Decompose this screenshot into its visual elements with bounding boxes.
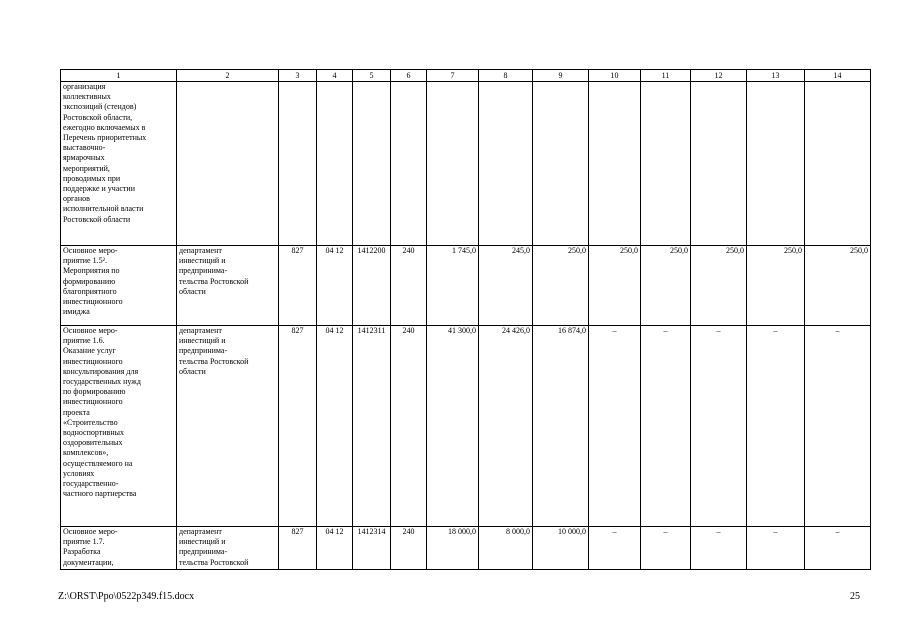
year-value-cell: – [747,326,805,527]
total-cell: 41 300,0 [427,326,479,527]
executor-cell [177,82,279,246]
col-header-14: 14 [805,70,871,82]
rzpr-cell: 04 12 [317,246,353,326]
col-header-10: 10 [589,70,641,82]
grbs-cell: 827 [279,527,317,570]
rzpr-cell [317,82,353,246]
table-row [61,82,871,246]
table-row [61,527,871,570]
table-row [61,326,871,527]
rzpr-cell: 04 12 [317,326,353,527]
col-header-7: 7 [427,70,479,82]
year-value-cell [747,82,805,246]
measure-name-cell: Основное меро- приятие 1.7. Разработка документации, [61,527,177,570]
col-header-8: 8 [479,70,533,82]
year-value-cell [805,82,871,246]
year-value-cell [479,82,533,246]
table-row [61,246,871,326]
year-value-cell: – [805,326,871,527]
year-value-cell [641,82,691,246]
measure-name-cell: Основное меро- приятие 1.5². Мероприятия по формированию благоприятного инвестиционного имиджа [61,246,177,326]
year-value-cell: 250,0 [747,246,805,326]
col-header-2: 2 [177,70,279,82]
year-value-cell: – [641,527,691,570]
col-header-13: 13 [747,70,805,82]
year-value-cell: – [641,326,691,527]
grbs-cell: 827 [279,246,317,326]
vr-cell: 240 [391,527,427,570]
year-value-cell: – [589,527,641,570]
year-value-cell [691,82,747,246]
col-header-5: 5 [353,70,391,82]
grbs-cell [279,82,317,246]
year-value-cell [533,82,589,246]
col-header-9: 9 [533,70,589,82]
year-value-cell: 8 000,0 [479,527,533,570]
col-header-6: 6 [391,70,427,82]
vr-cell [391,82,427,246]
csr-cell: 1412311 [353,326,391,527]
csr-cell: 1412314 [353,527,391,570]
year-value-cell: – [805,527,871,570]
measure-name-cell: организация коллективных экспозиций (стендов) Ростовской области, ежегодно включаемых в Перечень приоритетных выставочно- ярмарочных мероприятий, проводимых при поддержке и участии органов исполнительной власти Ростовской области [61,82,177,246]
executor-cell: департамент инвестиций и предпринима- тельства Ростовской области [177,326,279,527]
year-value-cell: 250,0 [641,246,691,326]
csr-cell [353,82,391,246]
page-number: 25 [850,591,860,602]
executor-cell: департамент инвестиций и предпринима- тельства Ростовской области [177,246,279,326]
executor-cell: департамент инвестиций и предпринима- тельства Ростовской [177,527,279,570]
total-cell: 18 000,0 [427,527,479,570]
year-value-cell [589,82,641,246]
col-header-4: 4 [317,70,353,82]
vr-cell: 240 [391,246,427,326]
year-value-cell: – [691,527,747,570]
header-row [61,70,871,82]
year-value-cell: 245,0 [479,246,533,326]
file-path: Z:\ORST\Ppo\0522p349.f15.docx [58,591,195,602]
col-header-1: 1 [61,70,177,82]
year-value-cell: 10 000,0 [533,527,589,570]
col-header-11: 11 [641,70,691,82]
year-value-cell: 24 426,0 [479,326,533,527]
year-value-cell: 250,0 [533,246,589,326]
year-value-cell: – [691,326,747,527]
year-value-cell: 16 874,0 [533,326,589,527]
csr-cell: 1412200 [353,246,391,326]
total-cell: 1 745,0 [427,246,479,326]
total-cell [427,82,479,246]
measure-name-cell: Основное меро- приятие 1.6. Оказание услуг инвестиционного консультирования для государственных нужд по формированию инвестиционного проекта «Строительство водноспортивных оздоровительных комплексов», осуществляемого на условиях государственно- частного партнерства [61,326,177,527]
program-table [60,69,871,570]
year-value-cell: 250,0 [691,246,747,326]
year-value-cell: – [589,326,641,527]
rzpr-cell: 04 12 [317,527,353,570]
year-value-cell: 250,0 [805,246,871,326]
col-header-3: 3 [279,70,317,82]
vr-cell: 240 [391,326,427,527]
year-value-cell: – [747,527,805,570]
grbs-cell: 827 [279,326,317,527]
year-value-cell: 250,0 [589,246,641,326]
col-header-12: 12 [691,70,747,82]
